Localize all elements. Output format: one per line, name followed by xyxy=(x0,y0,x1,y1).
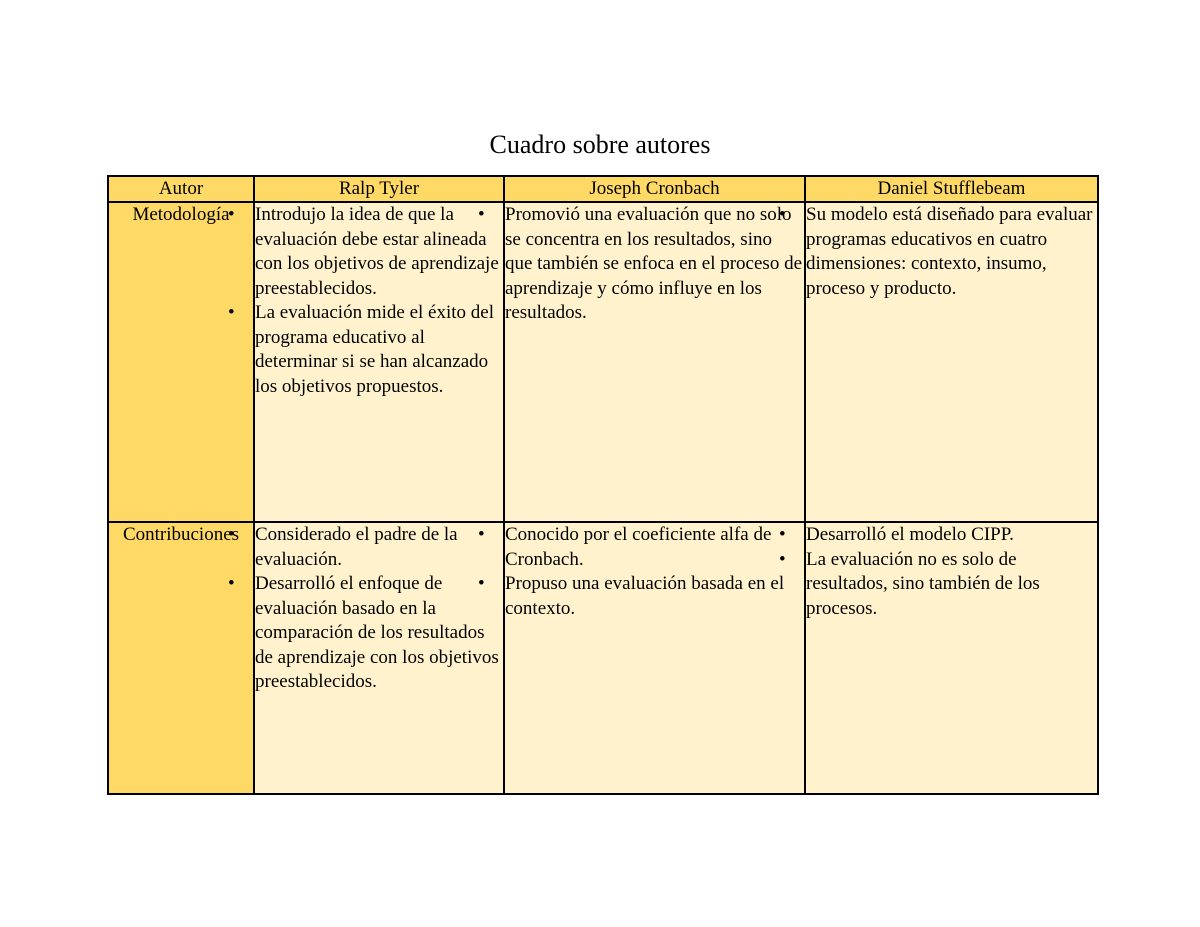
bullet-item: • La evaluación no es solo de resultados, sino también de los procesos. xyxy=(806,548,1097,622)
header-cell-cronbach: Joseph Cronbach xyxy=(504,176,805,202)
cell-metodologia-tyler xyxy=(254,202,504,522)
table-row-contribuciones xyxy=(108,522,1098,794)
bullet-list xyxy=(505,523,804,621)
bullet-list xyxy=(806,203,1097,301)
row-label-contribuciones: Contribuciones xyxy=(108,522,254,794)
bullet-item: • Desarrolló el modelo CIPP. xyxy=(806,523,1097,548)
cell-metodologia-cronbach xyxy=(504,202,805,522)
bullet-item: • Su modelo está diseñado para evaluar programas educativos en cuatro dimensiones: contexto, insumo, proceso y producto. xyxy=(806,203,1097,301)
bullet-item: • Introdujo la idea de que la evaluación debe estar alineada con los objetivos de aprendizaje preestablecidos. xyxy=(255,203,503,301)
table-row-metodologia xyxy=(108,202,1098,522)
header-row xyxy=(108,176,1098,202)
bullet-item: • Conocido por el coeficiente alfa de Cronbach. xyxy=(505,523,804,572)
header-cell-autor: Autor xyxy=(108,176,254,202)
bullet-item: • La evaluación mide el éxito del programa educativo al determinar si se han alcanzado los objetivos propuestos. xyxy=(255,301,503,399)
bullet-list xyxy=(505,203,804,326)
cell-contribuciones-cronbach xyxy=(504,522,805,794)
cell-contribuciones-stufflebeam xyxy=(805,522,1098,794)
bullet-item: • Promovió una evaluación que no solo se concentra en los resultados, sino que también se enfoca en el proceso de aprendizaje y cómo influye en los resultados. xyxy=(505,203,804,326)
bullet-list xyxy=(806,523,1097,621)
bullet-list xyxy=(255,203,503,399)
bullet-item: • Propuso una evaluación basada en el contexto. xyxy=(505,572,804,621)
bullet-item: • Considerado el padre de la evaluación. xyxy=(255,523,503,572)
header-cell-stufflebeam: Daniel Stufflebeam xyxy=(805,176,1098,202)
row-label-metodologia: Metodología xyxy=(108,202,254,522)
cell-metodologia-stufflebeam xyxy=(805,202,1098,522)
cell-contribuciones-tyler xyxy=(254,522,504,794)
header-cell-tyler: Ralp Tyler xyxy=(254,176,504,202)
authors-table xyxy=(107,175,1099,795)
bullet-list xyxy=(255,523,503,695)
document-title: Cuadro sobre autores xyxy=(489,130,711,159)
bullet-item: • Desarrolló el enfoque de evaluación basado en la comparación de los resultados de aprendizaje con los objetivos preestablecidos. xyxy=(255,572,503,695)
